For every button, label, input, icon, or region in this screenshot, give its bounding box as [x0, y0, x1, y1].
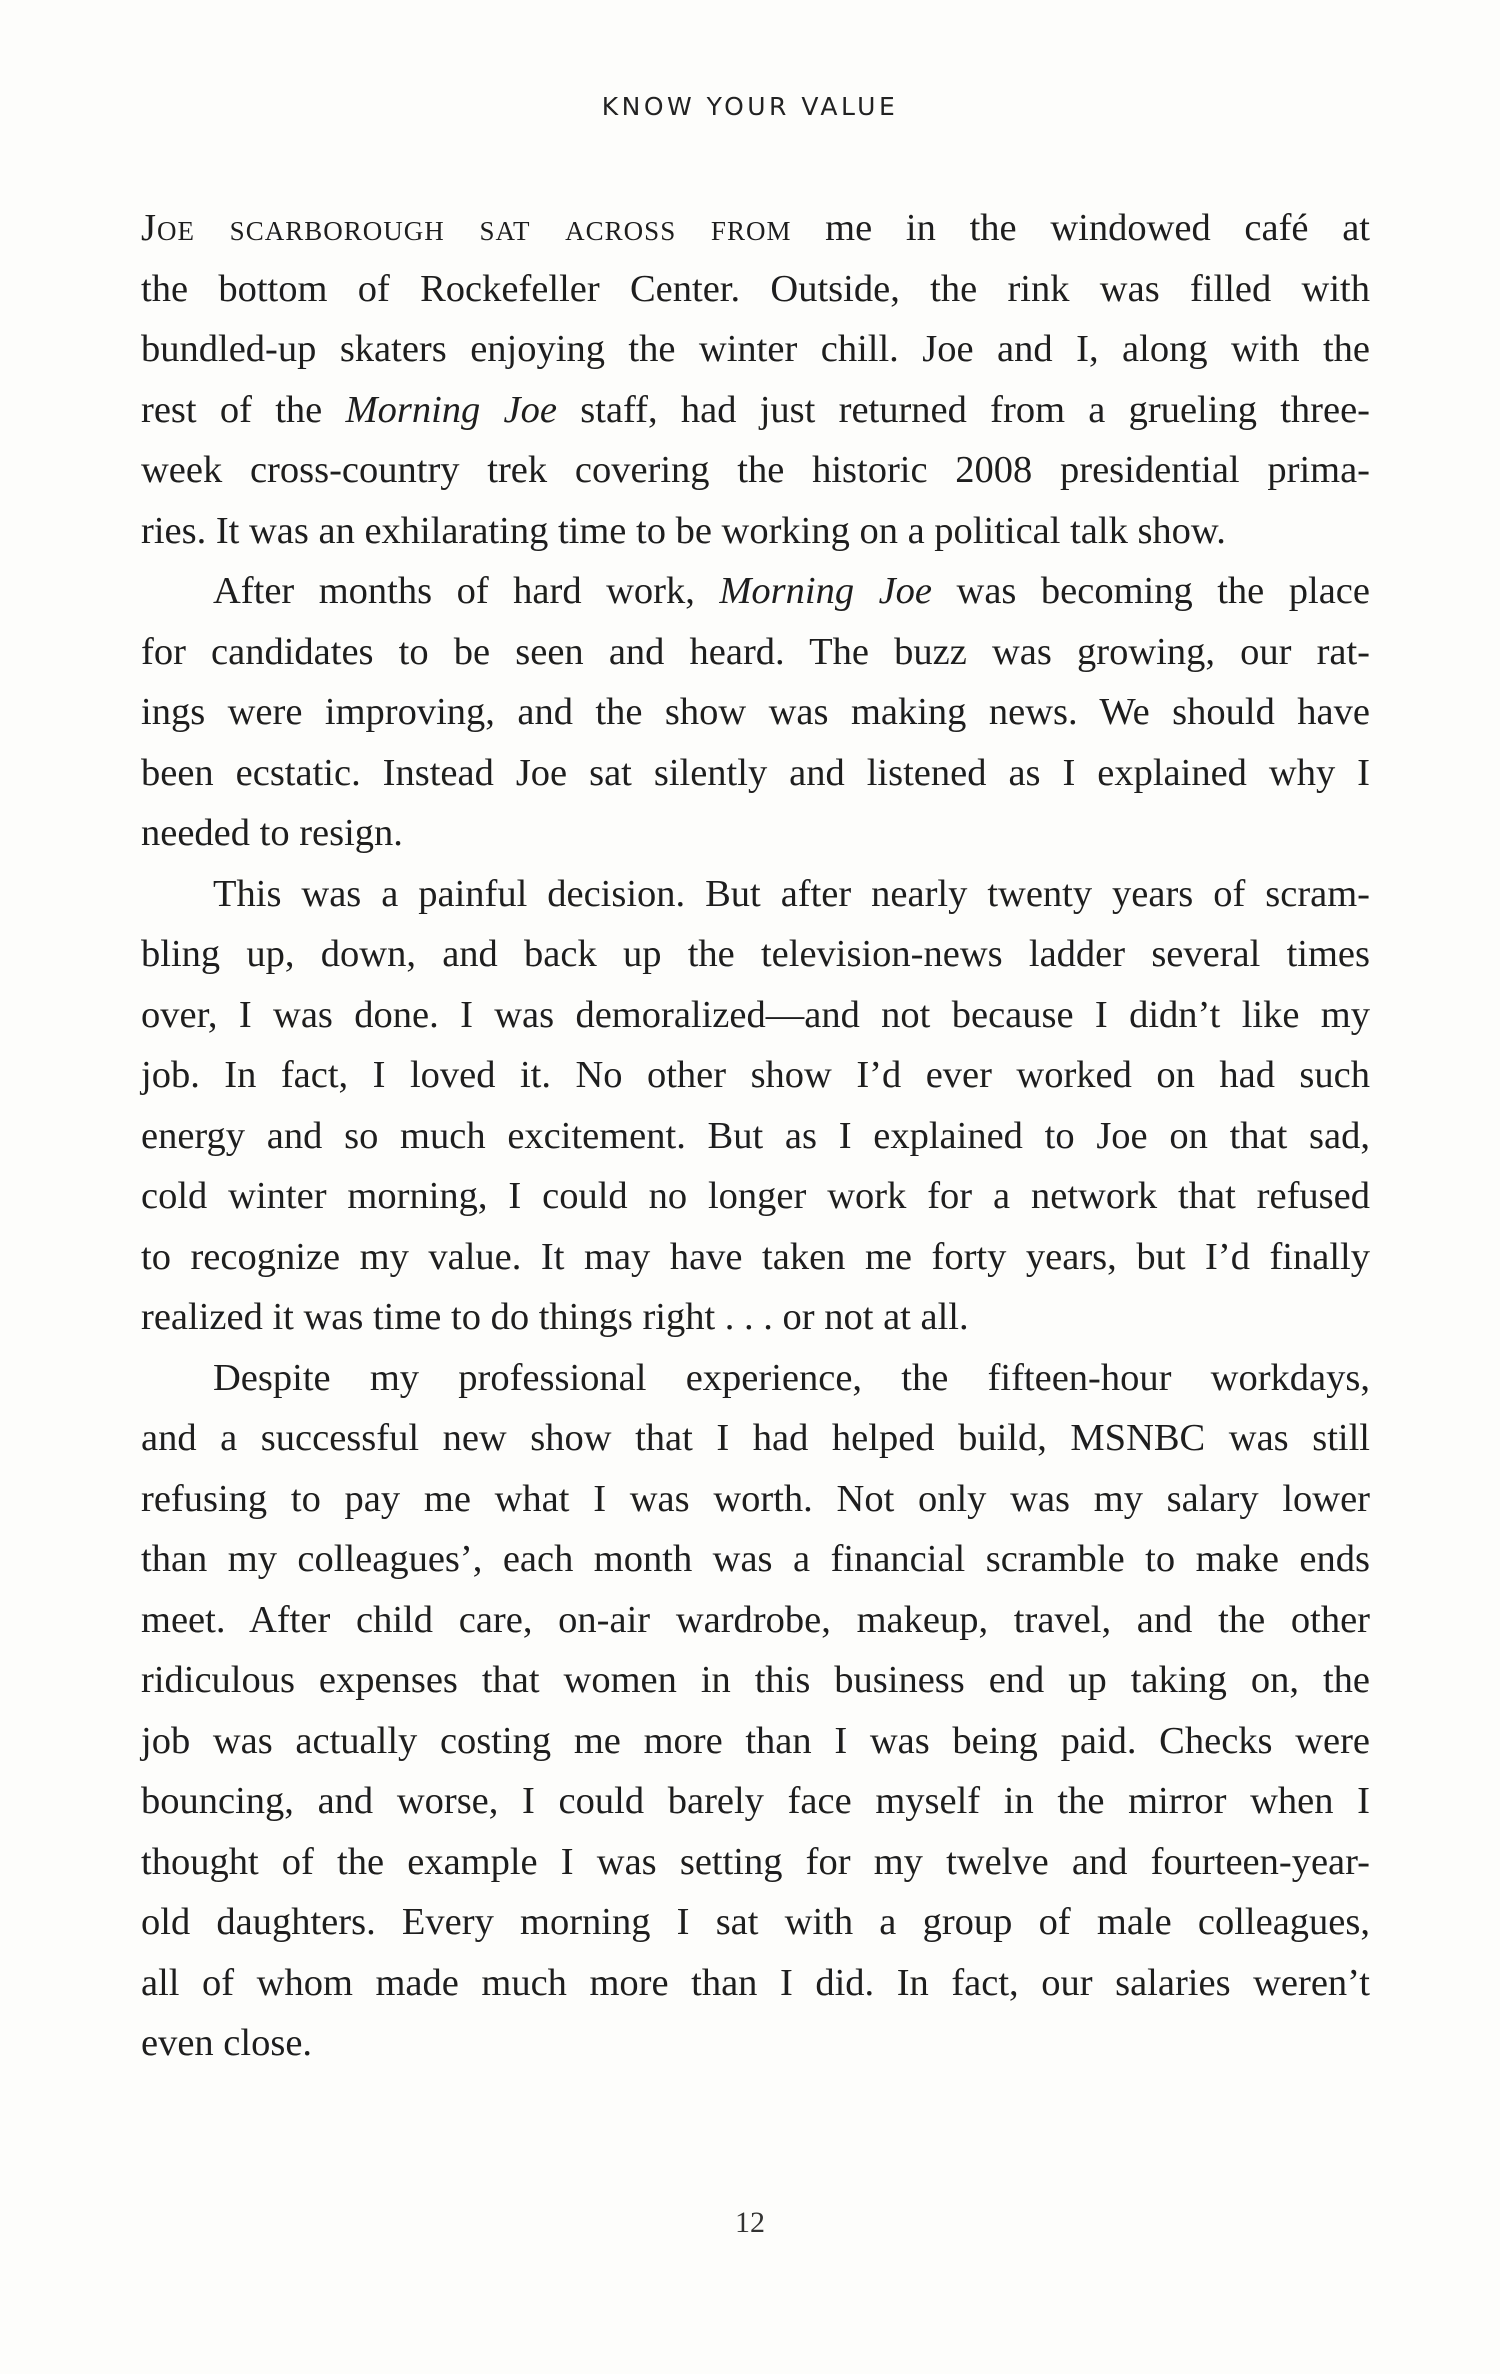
text-segment: and a successful new show that I had helped build, MSNBC was still [141, 1417, 1370, 1459]
text-segment: ridiculous expenses that women in this business end up taking on, the [141, 1659, 1370, 1701]
text-line [141, 319, 1370, 380]
text-line [141, 1953, 1370, 2014]
text-segment: ings were improving, and the show was making news. We should have [141, 691, 1370, 733]
body-text [141, 198, 1370, 2074]
text-line [141, 1227, 1370, 1288]
text-line [141, 380, 1370, 441]
text-segment: realized it was time to do things right . . . or not at all. [141, 1296, 969, 1338]
text-line [141, 803, 1370, 864]
text-segment: for candidates to be seen and heard. The buzz was growing, our rat- [141, 630, 1370, 673]
text-line [141, 440, 1370, 501]
text-segment: meet. After child care, on-air wardrobe, makeup, travel, and the other [141, 1598, 1370, 1641]
text-segment: cold winter morning, I could no longer work for a network that refused [141, 1175, 1370, 1217]
text-line [141, 1408, 1370, 1469]
text-line [141, 1832, 1370, 1893]
text-segment: been ecstatic. Instead Joe sat silently and listened as I explained why I [141, 751, 1370, 794]
text-line [141, 1650, 1370, 1711]
text-segment: week cross-country trek covering the historic 2008 presidential prima- [141, 449, 1370, 491]
running-head: KNOW YOUR VALUE [601, 92, 899, 121]
text-line [141, 622, 1370, 683]
text-line [141, 1348, 1370, 1409]
text-segment: bouncing, and worse, I could barely face myself in the mirror when I [141, 1780, 1370, 1822]
text-segment: thought of the example I was setting for my twelve and fourteen-year- [141, 1840, 1370, 1883]
text-segment: bling up, down, and back up the television-news ladder several times [141, 933, 1370, 975]
text-line [141, 1771, 1370, 1832]
text-line [141, 1166, 1370, 1227]
text-line [141, 1045, 1370, 1106]
text-line [141, 501, 1370, 562]
text-segment: job was actually costing me more than I was being paid. Checks were [141, 1719, 1370, 1762]
text-line [141, 1287, 1370, 1348]
text-line [141, 2013, 1370, 2074]
text-segment: the bottom of Rockefeller Center. Outside, the rink was filled with [141, 267, 1370, 310]
page-number: 12 [735, 2206, 765, 2239]
text-segment: me in the windowed café at [791, 207, 1370, 249]
text-segment: needed to resign. [141, 812, 403, 854]
text-line [141, 864, 1370, 925]
text-segment: bundled-up skaters enjoying the winter chill. Joe and I, along with the [141, 328, 1370, 370]
text-segment: old daughters. Every morning I sat with a group of male colleagues, [141, 1901, 1370, 1943]
text-line [141, 259, 1370, 320]
text-segment: over, I was done. I was demoralized—and not because I didn’t like my [141, 993, 1370, 1036]
text-line [141, 198, 1370, 259]
text-segment: job. In fact, I loved it. No other show I’d ever worked on had such [141, 1054, 1370, 1096]
text-segment: than my colleagues’, each month was a financial scramble to make ends [141, 1538, 1370, 1580]
small-caps-lead: Joe scarborough sat across from [141, 207, 792, 249]
text-segment: rest of the [141, 388, 346, 431]
text-line [141, 743, 1370, 804]
text-line [141, 1892, 1370, 1953]
text-segment: to recognize my value. It may have taken me forty years, but I’d finally [141, 1235, 1370, 1278]
text-line [141, 1106, 1370, 1167]
text-segment: staff, had just returned from a grueling three- [556, 388, 1370, 431]
italic-title: Morning Joe [719, 570, 933, 612]
italic-title: Morning Joe [345, 388, 557, 431]
text-segment: energy and so much excitement. But as I explained to Joe on that sad, [141, 1114, 1370, 1157]
text-line [141, 561, 1370, 622]
text-line [141, 985, 1370, 1046]
text-segment: This was a painful decision. But after nearly twenty years of scram- [213, 872, 1370, 915]
text-segment: all of whom made much more than I did. In fact, our salaries weren’t [141, 1961, 1370, 2004]
text-segment: Despite my professional experience, the fifteen-hour workdays, [213, 1356, 1370, 1399]
text-segment: even close. [141, 2022, 313, 2064]
text-segment: After months of hard work, [213, 570, 720, 612]
text-segment: ries. It was an exhilarating time to be working on a political talk show. [141, 509, 1226, 552]
text-line [141, 682, 1370, 743]
text-line [141, 1529, 1370, 1590]
text-line [141, 924, 1370, 985]
text-line [141, 1590, 1370, 1651]
text-segment: refusing to pay me what I was worth. Not only was my salary lower [141, 1477, 1370, 1520]
text-line [141, 1469, 1370, 1530]
text-line [141, 1711, 1370, 1772]
text-segment: was becoming the place [932, 570, 1370, 612]
